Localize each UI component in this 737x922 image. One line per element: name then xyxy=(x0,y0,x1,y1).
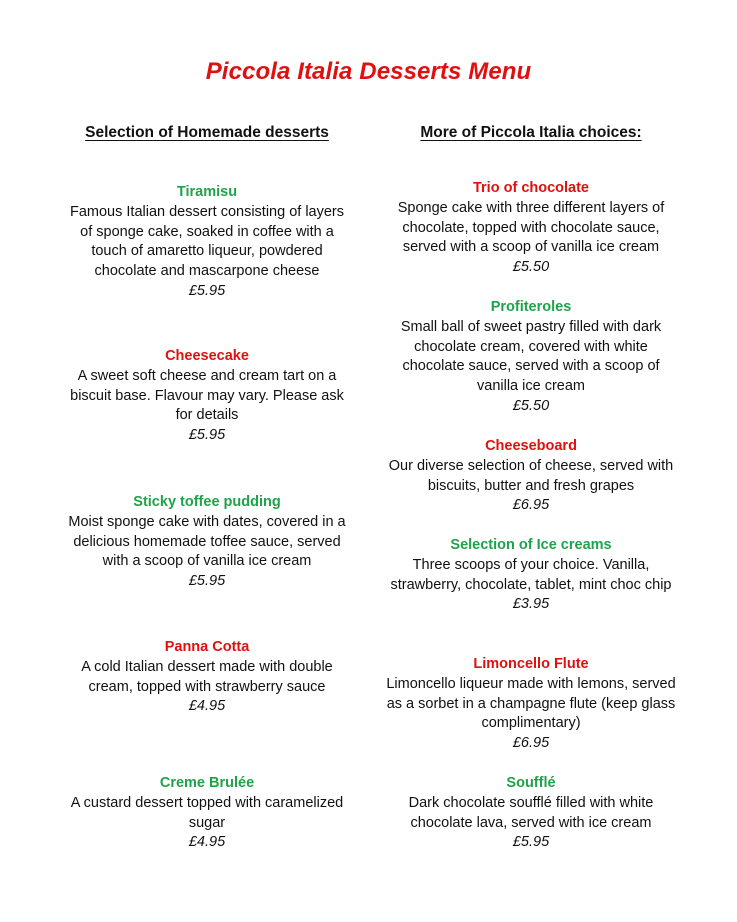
dessert-item-limoncello-flute xyxy=(385,655,677,754)
dessert-description: A custard dessert topped with caramelized sugar xyxy=(70,794,344,831)
dessert-price: £5.95 xyxy=(188,573,226,590)
dessert-price: £5.95 xyxy=(188,427,226,444)
dessert-item-profiteroles xyxy=(385,298,677,417)
dessert-description: Our diverse selection of cheese, served with biscuits, butter and fresh grapes xyxy=(388,457,674,494)
dessert-name: Selection of Ice creams xyxy=(450,537,612,553)
dessert-item-sticky-toffee-pudding xyxy=(62,493,352,592)
dessert-name: Limoncello Flute xyxy=(473,656,589,672)
dessert-description: Limoncello liqueur made with lemons, served as a sorbet in a champagne flute (keep glass complimentary) xyxy=(386,675,676,732)
dessert-name: Cheeseboard xyxy=(485,438,577,454)
dessert-price: £4.95 xyxy=(188,834,226,851)
dessert-name: Soufflé xyxy=(506,775,556,791)
dessert-name: Tiramisu xyxy=(176,184,238,200)
dessert-price: £5.50 xyxy=(512,259,550,276)
dessert-item-cheesecake xyxy=(62,347,352,446)
dessert-price: £4.95 xyxy=(188,698,226,715)
dessert-price: £5.95 xyxy=(188,282,226,299)
dessert-item-trio-of-chocolate xyxy=(385,179,677,278)
dessert-name: Trio of chocolate xyxy=(472,180,589,196)
dessert-price: £6.95 xyxy=(512,497,550,514)
dessert-item-creme-brulee xyxy=(62,774,352,853)
right-column-heading: More of Piccola Italia choices: xyxy=(420,124,642,141)
menu-title: Piccola Italia Desserts Menu xyxy=(205,58,532,85)
dessert-item-souffle xyxy=(385,774,677,853)
dessert-description: Three scoops of your choice. Vanilla, strawberry, chocolate, tablet, mint choc chip xyxy=(390,556,672,593)
dessert-name: Cheesecake xyxy=(165,348,249,364)
dessert-item-tiramisu xyxy=(62,183,352,302)
dessert-description: Moist sponge cake with dates, covered in a delicious homemade toffee sauce, served with a scoop of vanilla ice cream xyxy=(68,513,346,570)
dessert-price: £6.95 xyxy=(512,735,550,752)
dessert-description: Small ball of sweet pastry filled with dark chocolate cream, covered with white chocolate sauce, served with a scoop of vanilla ice cream xyxy=(400,318,662,395)
left-column-heading: Selection of Homemade desserts xyxy=(85,124,329,141)
dessert-item-ice-creams xyxy=(385,536,677,615)
dessert-price: £5.50 xyxy=(512,397,550,414)
dessert-description: Sponge cake with three different layers of chocolate, topped with chocolate sauce, served with a scoop of vanilla ice cream xyxy=(397,199,665,256)
dessert-item-panna-cotta xyxy=(62,638,352,717)
dessert-item-cheeseboard xyxy=(385,437,677,516)
dessert-price: £3.95 xyxy=(512,596,550,613)
dessert-name: Creme Brulée xyxy=(159,775,255,791)
dessert-description: Dark chocolate soufflé filled with white chocolate lava, served with ice cream xyxy=(408,794,654,831)
dessert-name: Sticky toffee pudding xyxy=(133,494,281,510)
dessert-name: Panna Cotta xyxy=(164,639,250,655)
dessert-description: A cold Italian dessert made with double cream, topped with strawberry sauce xyxy=(81,658,333,695)
dessert-description: A sweet soft cheese and cream tart on a biscuit base. Flavour may vary. Please ask for details xyxy=(70,367,344,424)
dessert-name: Profiteroles xyxy=(490,299,572,315)
dessert-price: £5.95 xyxy=(512,834,550,851)
dessert-description: Famous Italian dessert consisting of layers of sponge cake, soaked in coffee with a touch of amaretto liqueur, powdered chocolate and mascarpone cheese xyxy=(69,203,344,280)
